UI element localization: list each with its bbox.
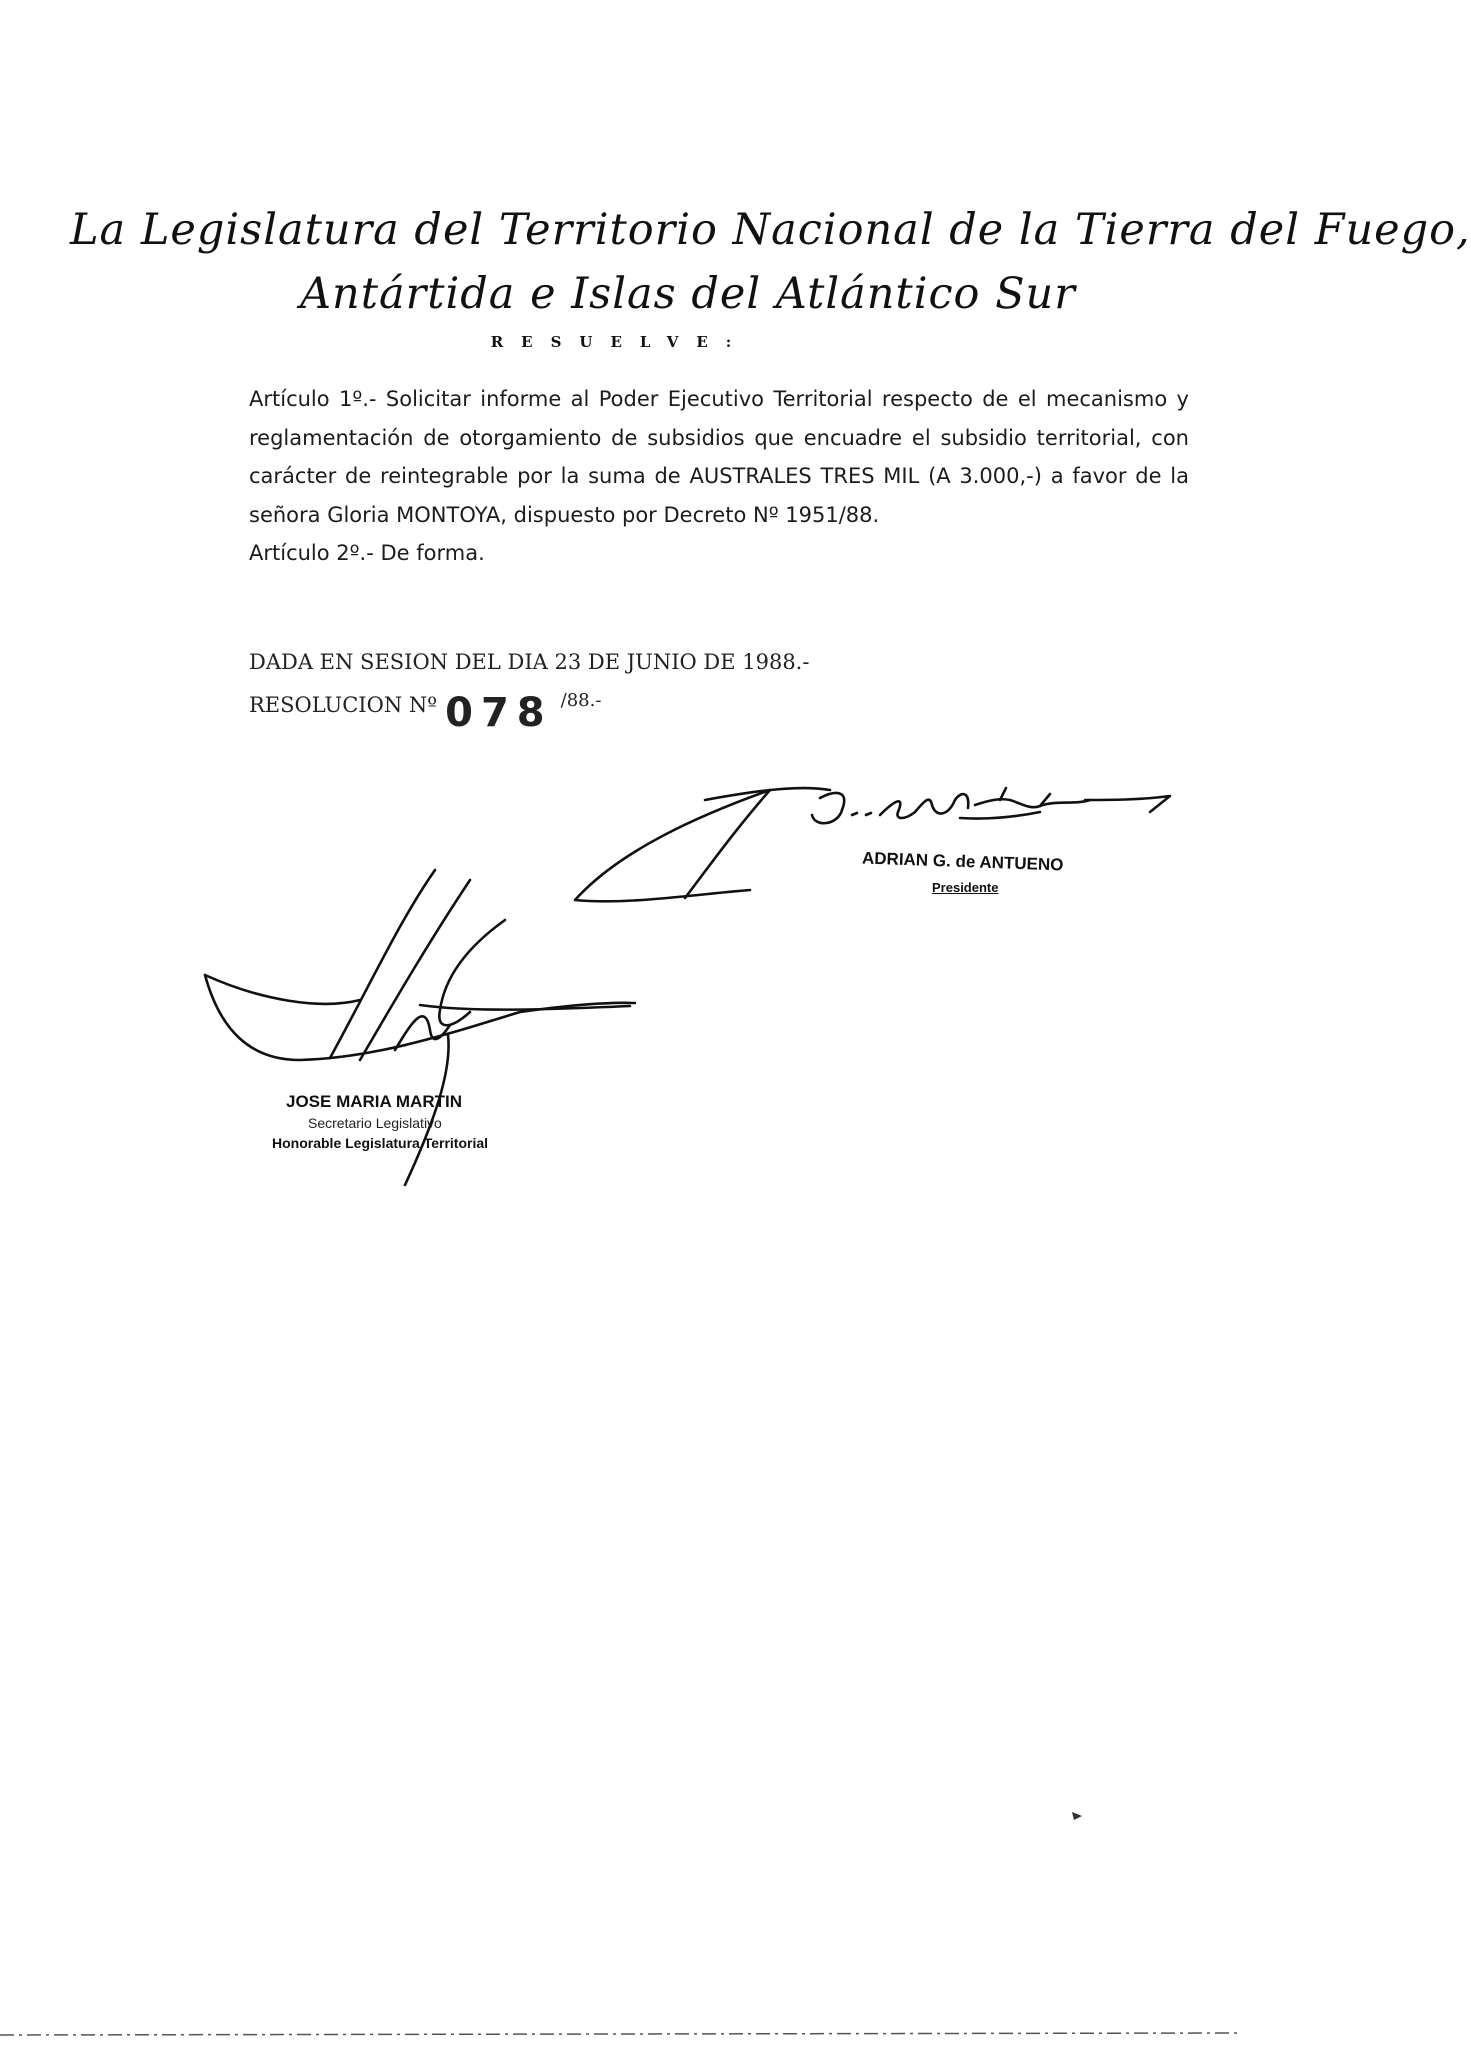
resuelve-heading: RESUELVE: [490,333,750,351]
article-2-head: Artículo 2º.- [249,541,374,565]
president-name: ADRIAN G. de ANTUENO [861,848,1064,875]
resolution-suffix: /88.- [560,690,602,711]
letterhead-line-1: La Legislatura del Territorio Nacional de la Tierra del Fuego, [70,205,1471,255]
resolution-label: RESOLUCION Nº [249,693,438,717]
session-date-line: DADA EN SESION DEL DIA 23 DE JUNIO DE 1988.- [249,650,810,674]
article-1-head: Artículo 1º.- [249,387,377,411]
secretary-title: Secretario Legislativo [308,1115,442,1131]
article-1-text: Solicitar informe al Poder Ejecutivo Territorial respecto de el mecanismo y reglamentación de otorgamiento de subsidios que encuadre el subsidio territorial, con carácter de reintegrable por la suma de AUSTRALES TRES MIL (A 3.000,-) a favor de la señora Gloria MONTOYA, dispuesto por Decreto Nº 1951/88. [249,387,1189,527]
secretary-name: JOSE MARIA MARTIN [286,1092,462,1111]
letterhead-line-2: Antártida e Islas del Atlántico Sur [300,269,1076,319]
article-2-text: De forma. [373,541,485,565]
president-title: Presidente [932,880,999,895]
resolution-number: 078 [445,690,553,736]
secretary-organization: Honorable Legislatura Territorial [272,1135,489,1151]
